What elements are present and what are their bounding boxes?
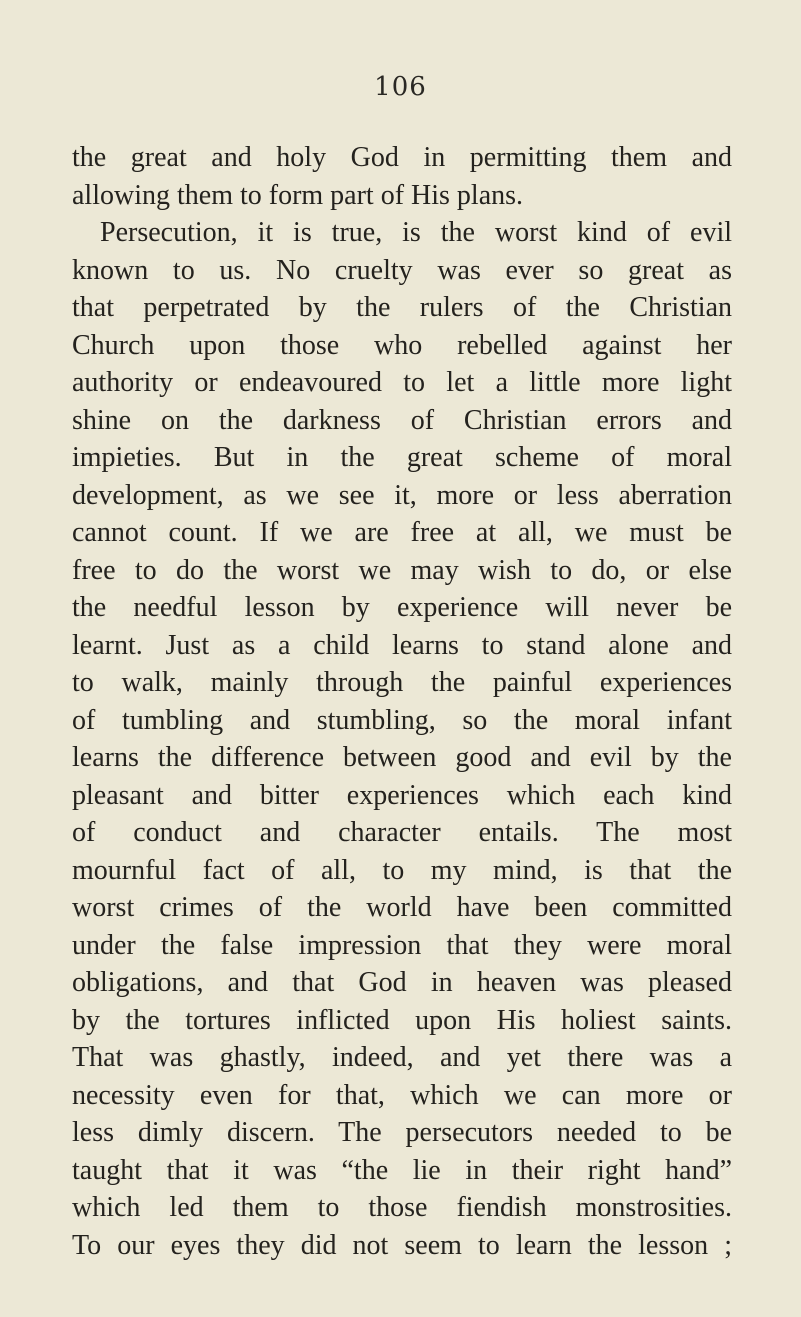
text-line: necessity even for that, which we can more or xyxy=(72,1079,732,1111)
text-line: the needful lesson by experience will never be xyxy=(72,592,732,623)
text-line: obligations, and that God in heaven was pleased xyxy=(72,967,732,998)
text-line: Church upon those who rebelled against her xyxy=(72,329,732,361)
text-line: pleasant and bitter experiences which each kind xyxy=(72,779,732,811)
text-line: authority or endeavoured to let a little more light xyxy=(72,367,732,398)
text-line: worst crimes of the world have been committed xyxy=(72,892,732,923)
text-line: learns the difference between good and evil by the xyxy=(72,742,732,773)
text-line: known to us. No cruelty was ever so great as xyxy=(72,254,732,286)
text-line: taught that it was “the lie in their right hand” xyxy=(72,1154,732,1186)
text-line: by the tortures inflicted upon His holiest saints. xyxy=(72,1004,732,1036)
text-line: Persecution, it is true, is the worst kind of evil xyxy=(100,217,732,248)
text-line: learnt. Just as a child learns to stand alone and xyxy=(72,629,732,661)
text-line: cannot count. If we are free at all, we must be xyxy=(72,517,732,548)
text-line: To our eyes they did not seem to learn the lesson ; xyxy=(72,1229,732,1261)
page-number: 106 xyxy=(374,72,427,102)
text-line: under the false impression that they were moral xyxy=(72,929,732,961)
text-line: impieties. But in the great scheme of moral xyxy=(72,442,732,473)
text-line: shine on the darkness of Christian errors and xyxy=(72,404,732,436)
text-line: allowing them to form part of His plans. xyxy=(72,179,524,211)
text-line: of tumbling and stumbling, so the moral infant xyxy=(72,704,732,736)
text-line: free to do the worst we may wish to do, or else xyxy=(72,554,732,586)
text-line: That was ghastly, indeed, and yet there was a xyxy=(72,1042,732,1073)
text-line: to walk, mainly through the painful experiences xyxy=(72,667,732,698)
text-line: which led them to those fiendish monstrosities. xyxy=(72,1192,732,1223)
text-line: mournful fact of all, to my mind, is that the xyxy=(72,854,732,886)
text-line: development, as we see it, more or less aberration xyxy=(72,479,732,511)
text-line: of conduct and character entails. The most xyxy=(72,817,732,848)
text-line: the great and holy God in permitting them and xyxy=(72,142,732,173)
text-line: less dimly discern. The persecutors needed to be xyxy=(72,1117,732,1148)
body-text xyxy=(72,139,732,1264)
text-line: that perpetrated by the rulers of the Christian xyxy=(72,292,732,323)
